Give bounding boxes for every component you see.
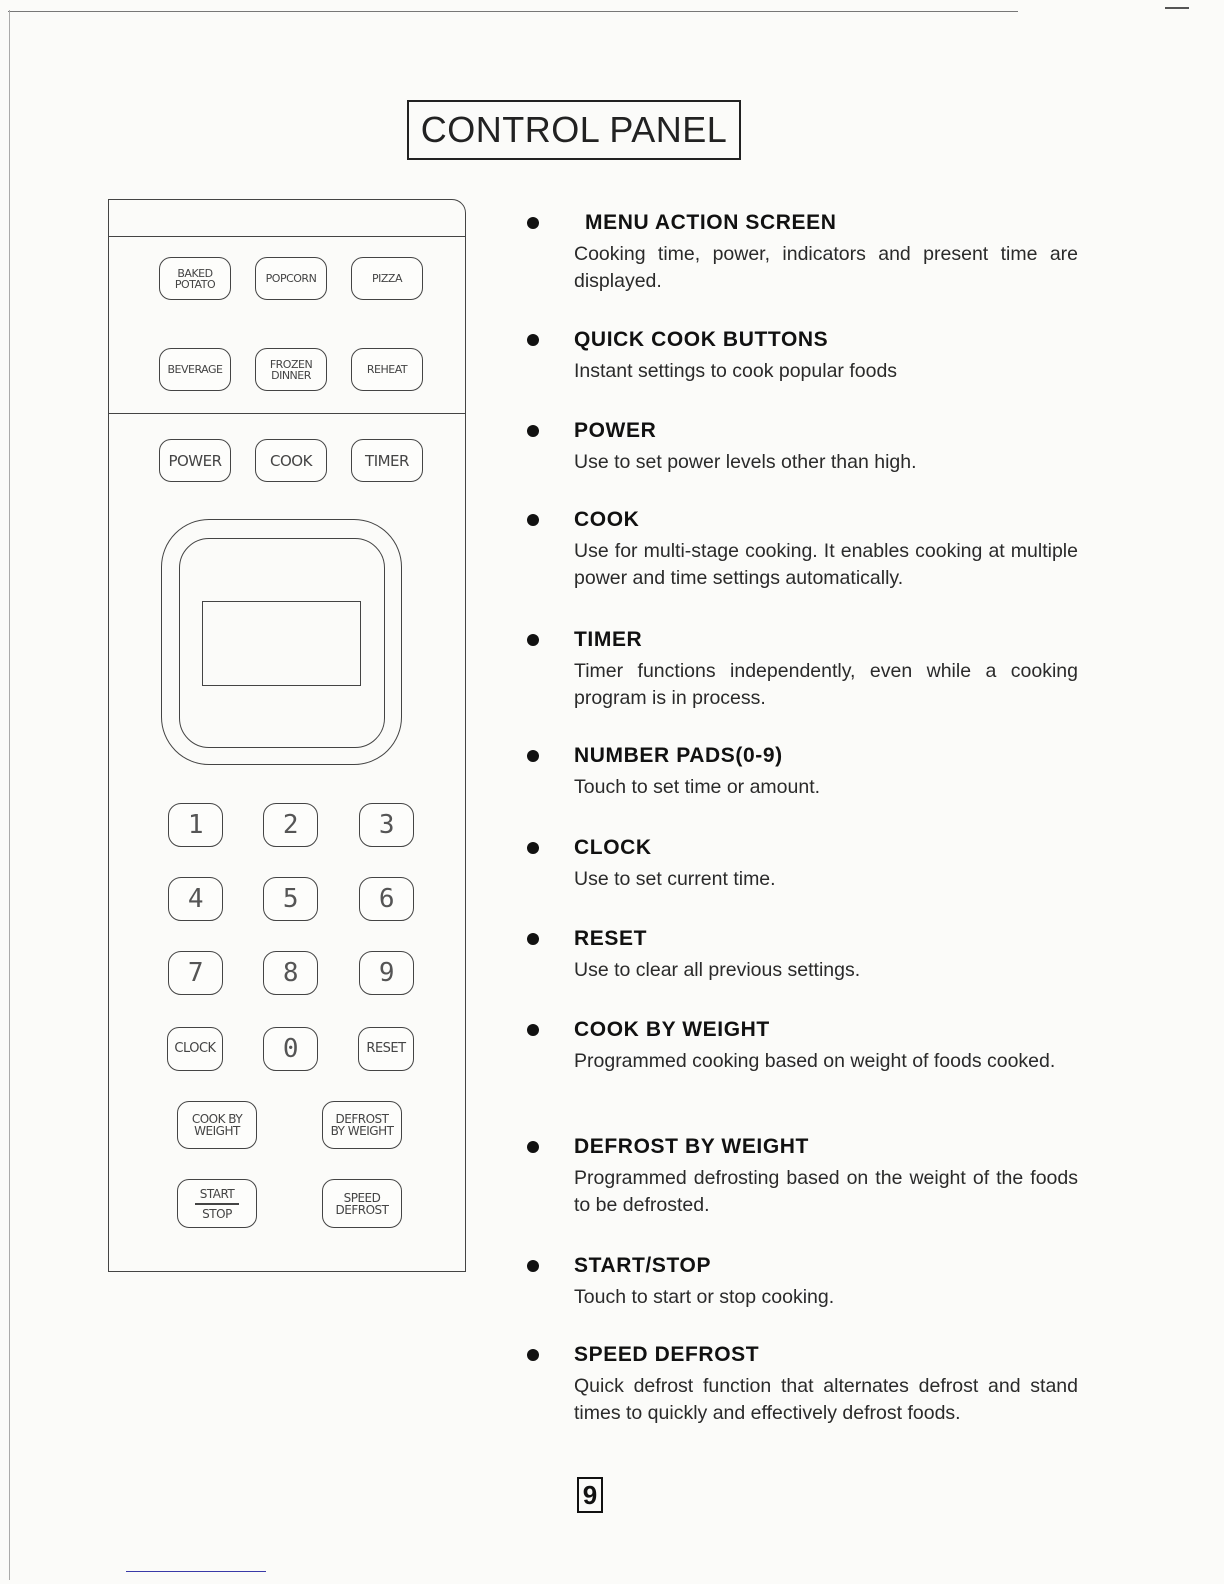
page-number: 9 [577, 1477, 603, 1513]
bullet-icon [527, 842, 539, 854]
button-label: WEIGHT [194, 1124, 240, 1138]
description-power [524, 418, 1078, 476]
button-label: POWER [168, 451, 222, 470]
description-number-pads [524, 743, 1078, 801]
button-label: DEFROST [335, 1112, 389, 1126]
button-label: STOP [202, 1206, 232, 1221]
item-description: Use to set power levels other than high. [574, 451, 917, 473]
bullet-icon [527, 217, 539, 229]
bullet-icon [527, 334, 539, 346]
button-label: PIZZA [372, 272, 402, 285]
description-defrost-by-weight [524, 1134, 1078, 1219]
button-label: 8 [282, 958, 299, 988]
pizza-button[interactable] [351, 257, 423, 300]
reheat-button[interactable] [351, 348, 423, 391]
button-label: START [199, 1186, 235, 1201]
bullet-icon [527, 1141, 539, 1153]
item-description: Use to clear all previous settings. [574, 959, 861, 981]
button-label: POTATO [174, 277, 216, 291]
page-bottom-rule [126, 1571, 266, 1572]
bullet-icon [527, 425, 539, 437]
bullet-icon [527, 634, 539, 646]
timer-button[interactable] [351, 439, 423, 482]
bullet-icon [527, 1024, 539, 1036]
page-left-edge [9, 10, 10, 1580]
number-pad-6[interactable] [359, 877, 414, 921]
defrost-by-weight-button[interactable] [322, 1101, 402, 1149]
button-label: COOK BY [191, 1112, 243, 1126]
item-description: Quick defrost function that alternates defrost and stand times to quickly and effectively defrost foods. [574, 1375, 1078, 1424]
button-label: BEVERAGE [167, 363, 223, 376]
page-top-rule [8, 11, 1018, 12]
number-pad-0[interactable] [263, 1027, 318, 1071]
beverage-button[interactable] [159, 348, 231, 391]
number-pad-5[interactable] [263, 877, 318, 921]
button-label: REHEAT [366, 363, 408, 376]
item-description: Use to set current time. [574, 868, 776, 890]
button-label: 0 [282, 1034, 299, 1064]
cook-button[interactable] [255, 439, 327, 482]
item-title: SPEED DEFROST [574, 1343, 760, 1366]
button-label: COOK [270, 451, 312, 470]
panel-divider-top [109, 236, 465, 237]
item-description: Touch to start or stop cooking. [574, 1286, 835, 1308]
button-label: 9 [378, 958, 395, 988]
item-title: QUICK COOK BUTTONS [574, 328, 829, 351]
description-clock [524, 835, 1078, 893]
button-label: 5 [282, 884, 299, 914]
number-pad-2[interactable] [263, 803, 318, 847]
description-reset [524, 926, 1078, 984]
bullet-icon [527, 1260, 539, 1272]
power-button[interactable] [159, 439, 231, 482]
item-title: CLOCK [574, 836, 652, 859]
number-pad-1[interactable] [168, 803, 223, 847]
button-label: POPCORN [265, 272, 317, 285]
start-stop-divider [195, 1203, 239, 1205]
item-description: Use for multi-stage cooking. It enables cooking at multiple power and time settings automatically. [574, 540, 1078, 589]
item-title: NUMBER PADS(0-9) [574, 744, 783, 767]
item-title: COOK [574, 508, 640, 531]
frozen-dinner-button[interactable] [255, 348, 327, 391]
page-title: CONTROL PANEL [407, 100, 741, 160]
button-label: TIMER [365, 451, 409, 470]
page-top-rule-short [1165, 7, 1189, 9]
button-label: 4 [187, 884, 204, 914]
item-title: POWER [574, 419, 657, 442]
button-label: 2 [282, 810, 299, 840]
button-label: CLOCK [174, 1041, 216, 1056]
item-description: Programmed defrosting based on the weight of the foods to be defrosted. [574, 1167, 1078, 1216]
item-description: Programmed cooking based on weight of foods cooked. [574, 1050, 1056, 1072]
menu-action-screen [202, 601, 361, 686]
item-description: Cooking time, power, indicators and present time are displayed. [574, 243, 1078, 292]
item-description: Instant settings to cook popular foods [574, 360, 898, 382]
button-label: 1 [187, 810, 204, 840]
bullet-icon [527, 933, 539, 945]
description-timer [524, 627, 1078, 712]
button-label: BAKED [177, 266, 213, 280]
button-label: DEFROST [335, 1202, 389, 1217]
item-title: RESET [574, 927, 648, 950]
button-label: 3 [378, 810, 395, 840]
item-description: Timer functions independently, even while a cooking program is in process. [574, 660, 1078, 709]
bullet-icon [527, 750, 539, 762]
item-title: MENU ACTION SCREEN [585, 211, 837, 234]
clock-button[interactable] [167, 1027, 223, 1071]
button-label: DINNER [271, 368, 311, 382]
description-start-stop [524, 1253, 1078, 1311]
button-label: FROZEN [269, 357, 313, 371]
item-description: Touch to set time or amount. [574, 776, 821, 798]
button-label: RESET [366, 1041, 406, 1056]
description-speed-defrost [524, 1342, 1078, 1427]
description-quick-cook-buttons [524, 327, 1078, 385]
number-pad-3[interactable] [359, 803, 414, 847]
panel-divider-middle [109, 413, 465, 414]
cook-by-weight-button[interactable] [177, 1101, 257, 1149]
button-label: 7 [187, 958, 204, 988]
baked-potato-button[interactable] [159, 257, 231, 300]
bullet-icon [527, 1349, 539, 1361]
popcorn-button[interactable] [255, 257, 327, 300]
item-title: TIMER [574, 628, 643, 651]
number-pad-8[interactable] [263, 951, 318, 995]
item-title: DEFROST BY WEIGHT [574, 1135, 809, 1158]
start-stop-button[interactable] [177, 1179, 257, 1228]
number-pad-9[interactable] [359, 951, 414, 995]
item-title: COOK BY WEIGHT [574, 1018, 770, 1041]
button-label: 6 [378, 884, 395, 914]
reset-button[interactable] [358, 1027, 414, 1071]
item-title: START/STOP [574, 1254, 712, 1277]
description-cook-by-weight [524, 1017, 1078, 1075]
speed-defrost-button[interactable] [322, 1179, 402, 1228]
description-cook [524, 507, 1078, 592]
button-label: SPEED [343, 1190, 381, 1205]
number-pad-7[interactable] [168, 951, 223, 995]
number-pad-4[interactable] [168, 877, 223, 921]
description-menu-action-screen [524, 210, 1078, 295]
button-label: BY WEIGHT [330, 1124, 394, 1138]
bullet-icon [527, 514, 539, 526]
